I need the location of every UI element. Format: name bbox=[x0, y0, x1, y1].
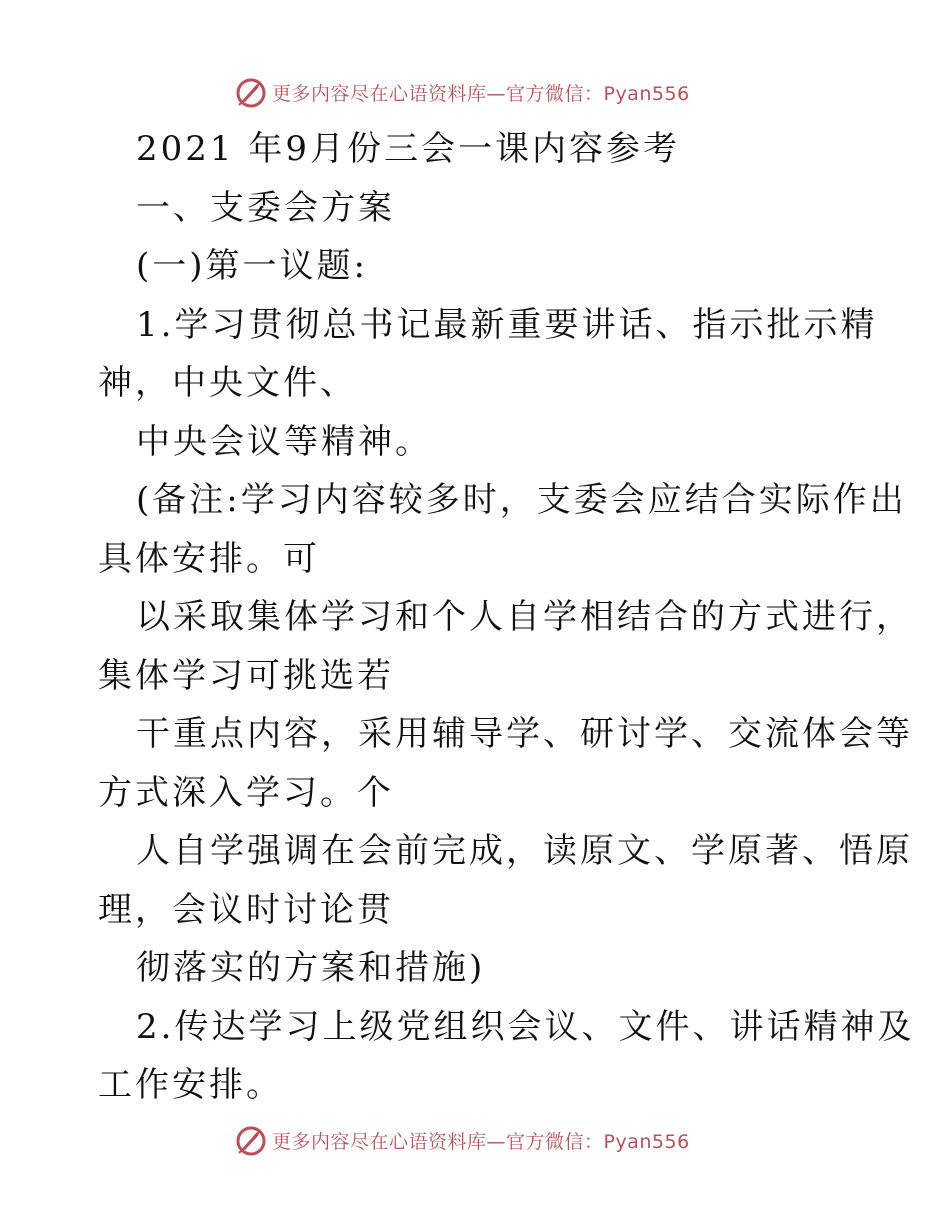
text-line: 集体学习可挑选若 bbox=[98, 655, 394, 696]
quill-logo-icon bbox=[234, 1123, 268, 1157]
text-line: 干重点内容，采用辅导学、研讨学、交流体会等 bbox=[136, 714, 913, 754]
watermark-text: 更多内容尽在心语资料库—官方微信：Pyan556 bbox=[272, 1130, 690, 1153]
text-line: 1.学习贯彻总书记最新重要讲话、指示批示精 bbox=[136, 304, 878, 345]
text-line: 神，中央文件、 bbox=[98, 363, 357, 403]
watermark-text: 更多内容尽在心语资料库—官方微信：Pyan556 bbox=[272, 82, 690, 105]
document-body bbox=[98, 120, 915, 1115]
text-line: 人自学强调在会前完成，读原文、学原著、悟原 bbox=[136, 831, 913, 871]
text-line: 方式深入学习。个 bbox=[98, 772, 394, 813]
text-line: (备注:学习内容较多时，支委会应结合实际作出 bbox=[136, 480, 907, 520]
text-line: 工作安排。 bbox=[98, 1065, 283, 1105]
text-line: 中央会议等精神。 bbox=[136, 421, 432, 462]
text-line: 彻落实的方案和措施) bbox=[136, 948, 486, 988]
text-line: 具体安排。可 bbox=[98, 538, 320, 579]
text-line: 2.传达学习上级党组织会议、文件、讲话精神及 bbox=[136, 1006, 915, 1047]
text-line: (一)第一议题: bbox=[136, 246, 368, 286]
quill-logo-icon bbox=[234, 75, 268, 109]
footer-watermark bbox=[234, 1120, 690, 1160]
header-watermark bbox=[234, 72, 690, 112]
text-line: 以采取集体学习和个人自学相结合的方式进行， bbox=[136, 597, 913, 637]
text-line: 一、支委会方案 bbox=[136, 187, 395, 228]
text-line: 理，会议时讨论贯 bbox=[98, 889, 394, 930]
text-line-title: 2021 年9月份三会一课内容参考 bbox=[136, 129, 680, 169]
